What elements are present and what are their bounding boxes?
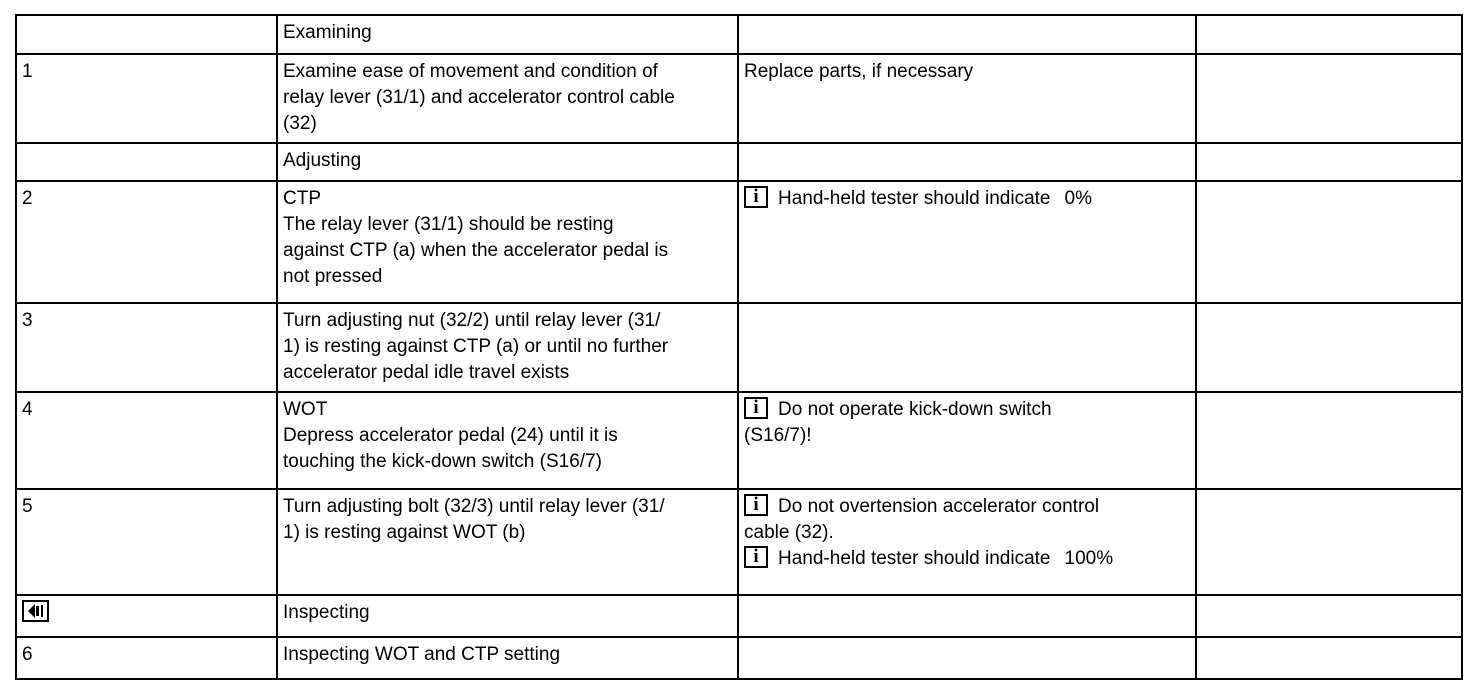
- note-cell: [738, 303, 1196, 392]
- action-cell: [277, 489, 738, 595]
- action-text: touching the kick-down switch (S16/7): [283, 451, 602, 472]
- table-row: [16, 54, 1462, 143]
- note-text: [744, 397, 1193, 423]
- action-cell: [277, 595, 738, 637]
- section-heading: Inspecting: [283, 602, 370, 623]
- step-cell: [16, 15, 277, 54]
- table-row: [16, 15, 1462, 54]
- action-text: WOT: [283, 399, 328, 420]
- step-cell: [16, 637, 277, 679]
- note-cell: [738, 595, 1196, 637]
- note-label: Do not overtension accelerator control: [778, 496, 1100, 517]
- speaker-icon[interactable]: [22, 600, 49, 622]
- action-text: Inspecting WOT and CTP setting: [283, 644, 561, 665]
- table-row: [16, 143, 1462, 181]
- table-row: [16, 392, 1462, 489]
- section-heading: Examining: [283, 22, 372, 43]
- note-cell: [738, 143, 1196, 181]
- action-text: against CTP (a) when the accelerator pedal is: [283, 240, 669, 261]
- extra-cell: [1196, 303, 1462, 392]
- action-cell: [277, 15, 738, 54]
- extra-cell: [1196, 181, 1462, 303]
- action-text: Turn adjusting bolt (32/3) until relay lever (31/: [283, 496, 665, 517]
- action-text: accelerator pedal idle travel exists: [283, 362, 570, 383]
- note-text: Replace parts, if necessary: [744, 61, 974, 82]
- procedure-table: [15, 14, 1463, 680]
- table-row: [16, 595, 1462, 637]
- step-number: 6: [22, 644, 33, 665]
- step-cell: [16, 143, 277, 181]
- action-cell: [277, 181, 738, 303]
- action-text: Turn adjusting nut (32/2) until relay lever (31/: [283, 310, 661, 331]
- table-row: [16, 181, 1462, 303]
- note-value: 100%: [1064, 548, 1114, 569]
- step-number: 1: [22, 61, 33, 82]
- note-text-continued: (S16/7)!: [744, 425, 812, 446]
- action-cell: [277, 637, 738, 679]
- extra-cell: [1196, 15, 1462, 54]
- action-text: Depress accelerator pedal (24) until it is: [283, 425, 618, 446]
- action-text: (32): [283, 113, 317, 134]
- note-cell: [738, 15, 1196, 54]
- step-cell: [16, 489, 277, 595]
- action-text: 1) is resting against CTP (a) or until no further: [283, 336, 669, 357]
- step-number: 3: [22, 310, 33, 331]
- extra-cell: [1196, 595, 1462, 637]
- note-text: [744, 494, 1193, 520]
- extra-cell: [1196, 143, 1462, 181]
- info-icon: i: [744, 494, 768, 516]
- action-text: relay lever (31/1) and accelerator control cable: [283, 87, 675, 108]
- note-text: [744, 546, 1193, 572]
- action-cell: [277, 303, 738, 392]
- note-cell: [738, 489, 1196, 595]
- extra-cell: [1196, 54, 1462, 143]
- note-label: Do not operate kick-down switch: [778, 399, 1052, 420]
- note-label: Hand-held tester should indicate: [778, 548, 1051, 569]
- section-heading: Adjusting: [283, 150, 362, 171]
- step-number: 2: [22, 188, 33, 209]
- action-cell: [277, 54, 738, 143]
- table-row: [16, 637, 1462, 679]
- note-label: Hand-held tester should indicate: [778, 188, 1051, 209]
- step-cell: [16, 303, 277, 392]
- table-row: [16, 489, 1462, 595]
- action-text: The relay lever (31/1) should be resting: [283, 214, 614, 235]
- note-cell: [738, 54, 1196, 143]
- action-cell: [277, 143, 738, 181]
- step-cell: [16, 181, 277, 303]
- info-icon: i: [744, 546, 768, 568]
- step-number: 4: [22, 399, 33, 420]
- action-cell: [277, 392, 738, 489]
- table-row: [16, 303, 1462, 392]
- note-cell: [738, 181, 1196, 303]
- extra-cell: [1196, 637, 1462, 679]
- action-text: not pressed: [283, 266, 383, 287]
- step-cell: [16, 392, 277, 489]
- step-cell: [16, 595, 277, 637]
- info-icon: i: [744, 186, 768, 208]
- note-value: 0%: [1064, 188, 1092, 209]
- action-text: CTP: [283, 188, 321, 209]
- step-cell: [16, 54, 277, 143]
- note-text: [744, 186, 1193, 212]
- note-cell: [738, 637, 1196, 679]
- action-text: Examine ease of movement and condition of: [283, 61, 658, 82]
- info-icon: i: [744, 397, 768, 419]
- action-text: 1) is resting against WOT (b): [283, 522, 526, 543]
- extra-cell: [1196, 392, 1462, 489]
- note-text-continued: cable (32).: [744, 522, 834, 543]
- note-cell: [738, 392, 1196, 489]
- extra-cell: [1196, 489, 1462, 595]
- step-number: 5: [22, 496, 33, 517]
